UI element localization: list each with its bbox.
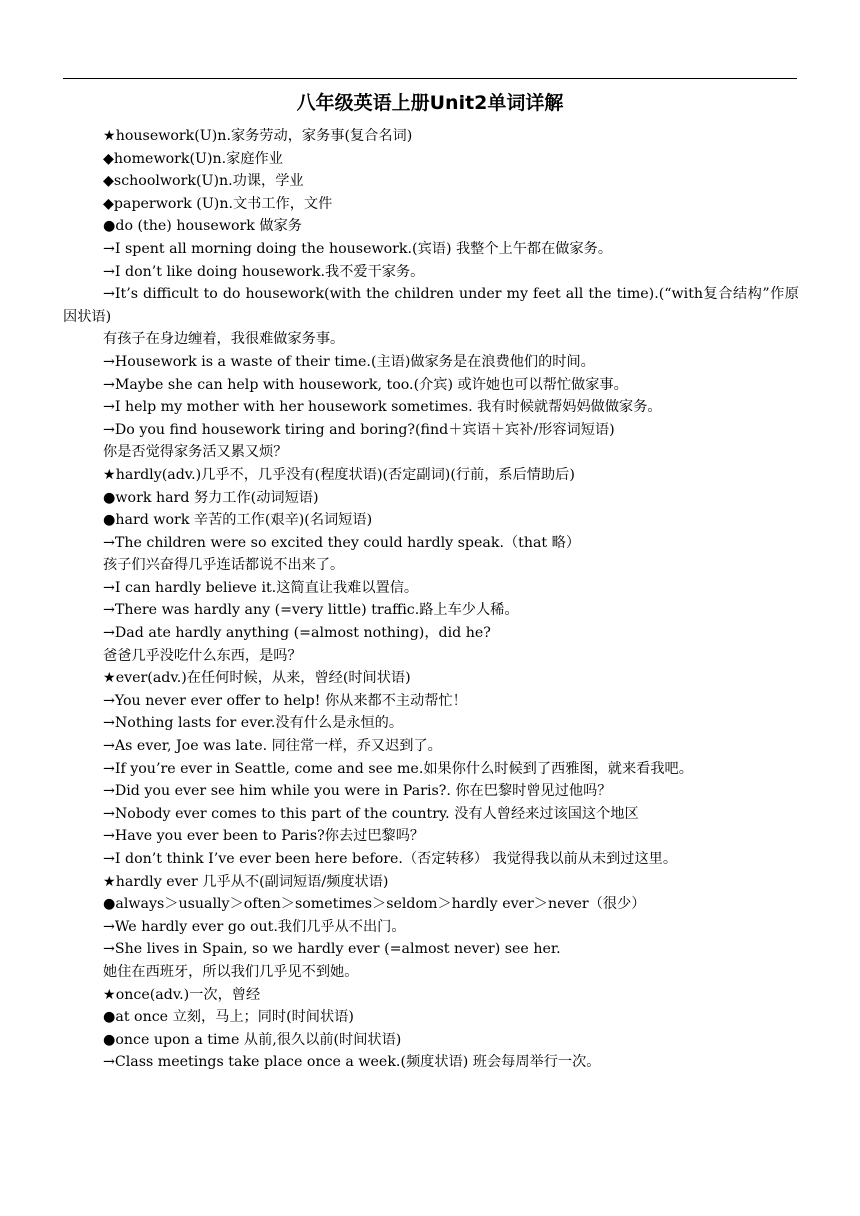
text-line: →She lives in Spain, so we hardly ever (=almost never) see her. xyxy=(103,941,561,958)
text-line: →We hardly ever go out.我们几乎从不出门。 xyxy=(103,918,406,935)
text-line: ◆homework(U)n.家庭作业 xyxy=(103,150,283,167)
text-line: →As ever, Joe was late. 同往常一样，乔又迟到了。 xyxy=(103,738,442,755)
text-line: 爸爸几乎没吃什么东西，是吗？ xyxy=(103,647,302,664)
text-line: ●always＞usually＞often＞sometimes＞seldom＞hardly ever＞never（很少） xyxy=(103,896,646,913)
text-line: ◆paperwork (U)n.文书工作，文件 xyxy=(103,195,333,212)
text-line: →The children were so excited they could hardly speak.（that 略） xyxy=(103,534,581,551)
text-line: ★hardly(adv.)几乎不，几乎没有(程度状语)(否定副词)(行前，系后情助后) xyxy=(103,466,575,483)
text-line: 有孩子在身边缠着，我很难做家务事。 xyxy=(103,331,345,348)
text-line: →I don’t think I’ve ever been here before.（否定转移） 我觉得我以前从未到过这里。 xyxy=(103,851,678,867)
text-line: →If you’re ever in Seattle, come and see me.如果你什么时候到了西雅图，就来看我吧。 xyxy=(103,760,693,777)
document-body xyxy=(63,125,799,1074)
text-line: 孩子们兴奋得几乎连话都说不出来了。 xyxy=(103,557,345,574)
text-line: →I spent all morning doing the housework.(宾语) 我整个上午都在做家务。 xyxy=(103,240,613,257)
text-line: →Housework is a waste of their time.(主语)做家务是在浪费他们的时间。 xyxy=(103,353,595,370)
text-line: →It’s difficult to do housework(with the children under my feet all the time).(“with复合结构”作原因状语) xyxy=(63,286,799,325)
text-line: ●once upon a time 从前,很久以前(时间状语) xyxy=(103,1031,402,1048)
header-rule xyxy=(63,78,797,79)
text-line: →Nothing lasts for ever.没有什么是永恒的。 xyxy=(103,715,404,732)
text-line: →Do you find housework tiring and boring?(find＋宾语＋宾补/形容词短语) xyxy=(103,421,615,438)
text-line: →Maybe she can help with housework, too.(介宾) 或许她也可以帮忙做家事。 xyxy=(103,376,628,393)
text-line: ★housework(U)n.家务劳动，家务事(复合名词) xyxy=(103,128,413,144)
text-line: 你是否觉得家务活又累又烦？ xyxy=(103,444,288,461)
text-line: →Have you ever been to Paris?你去过巴黎吗？ xyxy=(103,828,425,845)
text-line: →Class meetings take place once a week.(频度状语) 班会每周举行一次。 xyxy=(103,1054,601,1071)
text-line: →Did you ever see him while you were in Paris?. 你在巴黎时曾见过他吗？ xyxy=(103,783,612,800)
text-line: ★hardly ever 几乎从不(副词短语/频度状语) xyxy=(103,873,389,890)
text-line: ●at once 立刻，马上；同时(时间状语) xyxy=(103,1009,354,1026)
text-line: →I can hardly believe it.这简直让我难以置信。 xyxy=(103,579,419,596)
text-line: ●work hard 努力工作(动词短语) xyxy=(103,489,319,506)
text-line: →I don’t like doing housework.我不爱干家务。 xyxy=(103,263,425,280)
page-title: 八年级英语上册Unit2单词详解 xyxy=(296,92,564,114)
text-line: →Dad ate hardly anything (=almost nothing)，did he? xyxy=(103,625,491,642)
text-line: →There was hardly any (=very little) traffic.路上车少人稀。 xyxy=(103,602,519,619)
text-line: →I help my mother with her housework sometimes. 我有时候就帮妈妈做做家务。 xyxy=(103,399,662,416)
text-line: ★once(adv.)一次，曾经 xyxy=(103,986,261,1003)
text-line: →Nobody ever comes to this part of the country. 没有人曾经来过该国这个地区 xyxy=(103,805,639,822)
text-line: ●hard work 辛苦的工作(艰辛)(名词短语) xyxy=(103,512,373,529)
text-line: ★ever(adv.)在任何时候，从来，曾经(时间状语) xyxy=(103,670,411,687)
text-line: →You never ever offer to help! 你从来都不主动帮忙！ xyxy=(103,692,467,709)
text-line: ●do (the) housework 做家务 xyxy=(103,218,302,235)
text-line: ◆schoolwork(U)n.功课，学业 xyxy=(103,173,304,190)
text-line: 她住在西班牙，所以我们几乎见不到她。 xyxy=(103,963,359,980)
